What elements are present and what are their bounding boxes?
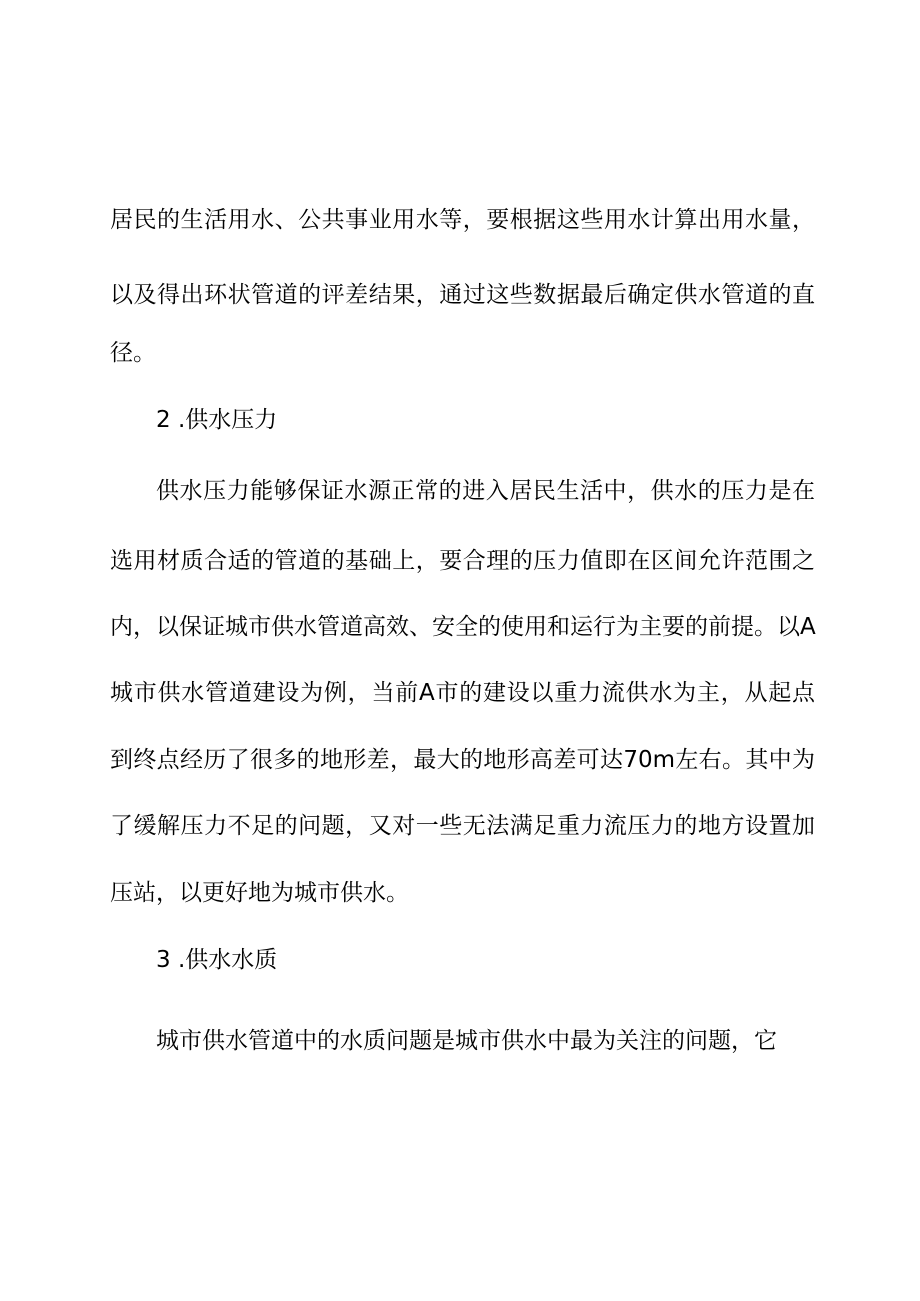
paragraph-2-line-5: 到终点经历了很多的地形差，最大的地形高差可达70m左右。其中为 bbox=[110, 747, 815, 773]
paragraph-1-line-2: 以及得出环状管道的评差结果，通过这些数据最后确定供水管道的直 bbox=[110, 282, 815, 308]
section-2-heading: 2 .供水压力 bbox=[156, 407, 278, 433]
paragraph-2-line-3: 内，以保证城市供水管道高效、安全的使用和运行为主要的前提。以A bbox=[110, 614, 816, 640]
paragraph-2-line-6: 了缓解压力不足的问题，又对一些无法满足重力流压力的地方设置加 bbox=[110, 813, 815, 839]
paragraph-2-line-7: 压站，以更好地为城市供水。 bbox=[110, 880, 409, 906]
section-3-heading: 3 .供水水质 bbox=[156, 947, 278, 973]
paragraph-2-line-4: 城市供水管道建设为例，当前A市的建设以重力流供水为主，从起点 bbox=[110, 680, 815, 706]
paragraph-1-line-1: 居民的生活用水、公共事业用水等，要根据这些用水计算出用水量， bbox=[110, 207, 815, 233]
paragraph-2-line-1: 供水压力能够保证水源正常的进入居民生活中，供水的压力是在 bbox=[156, 478, 815, 504]
paragraph-2-line-2: 选用材质合适的管道的基础上，要合理的压力值即在区间允许范围之 bbox=[110, 548, 815, 574]
paragraph-3-line-1: 城市供水管道中的水质问题是城市供水中最为关注的问题，它 bbox=[156, 1028, 777, 1054]
paragraph-1-line-3: 径。 bbox=[110, 340, 156, 366]
